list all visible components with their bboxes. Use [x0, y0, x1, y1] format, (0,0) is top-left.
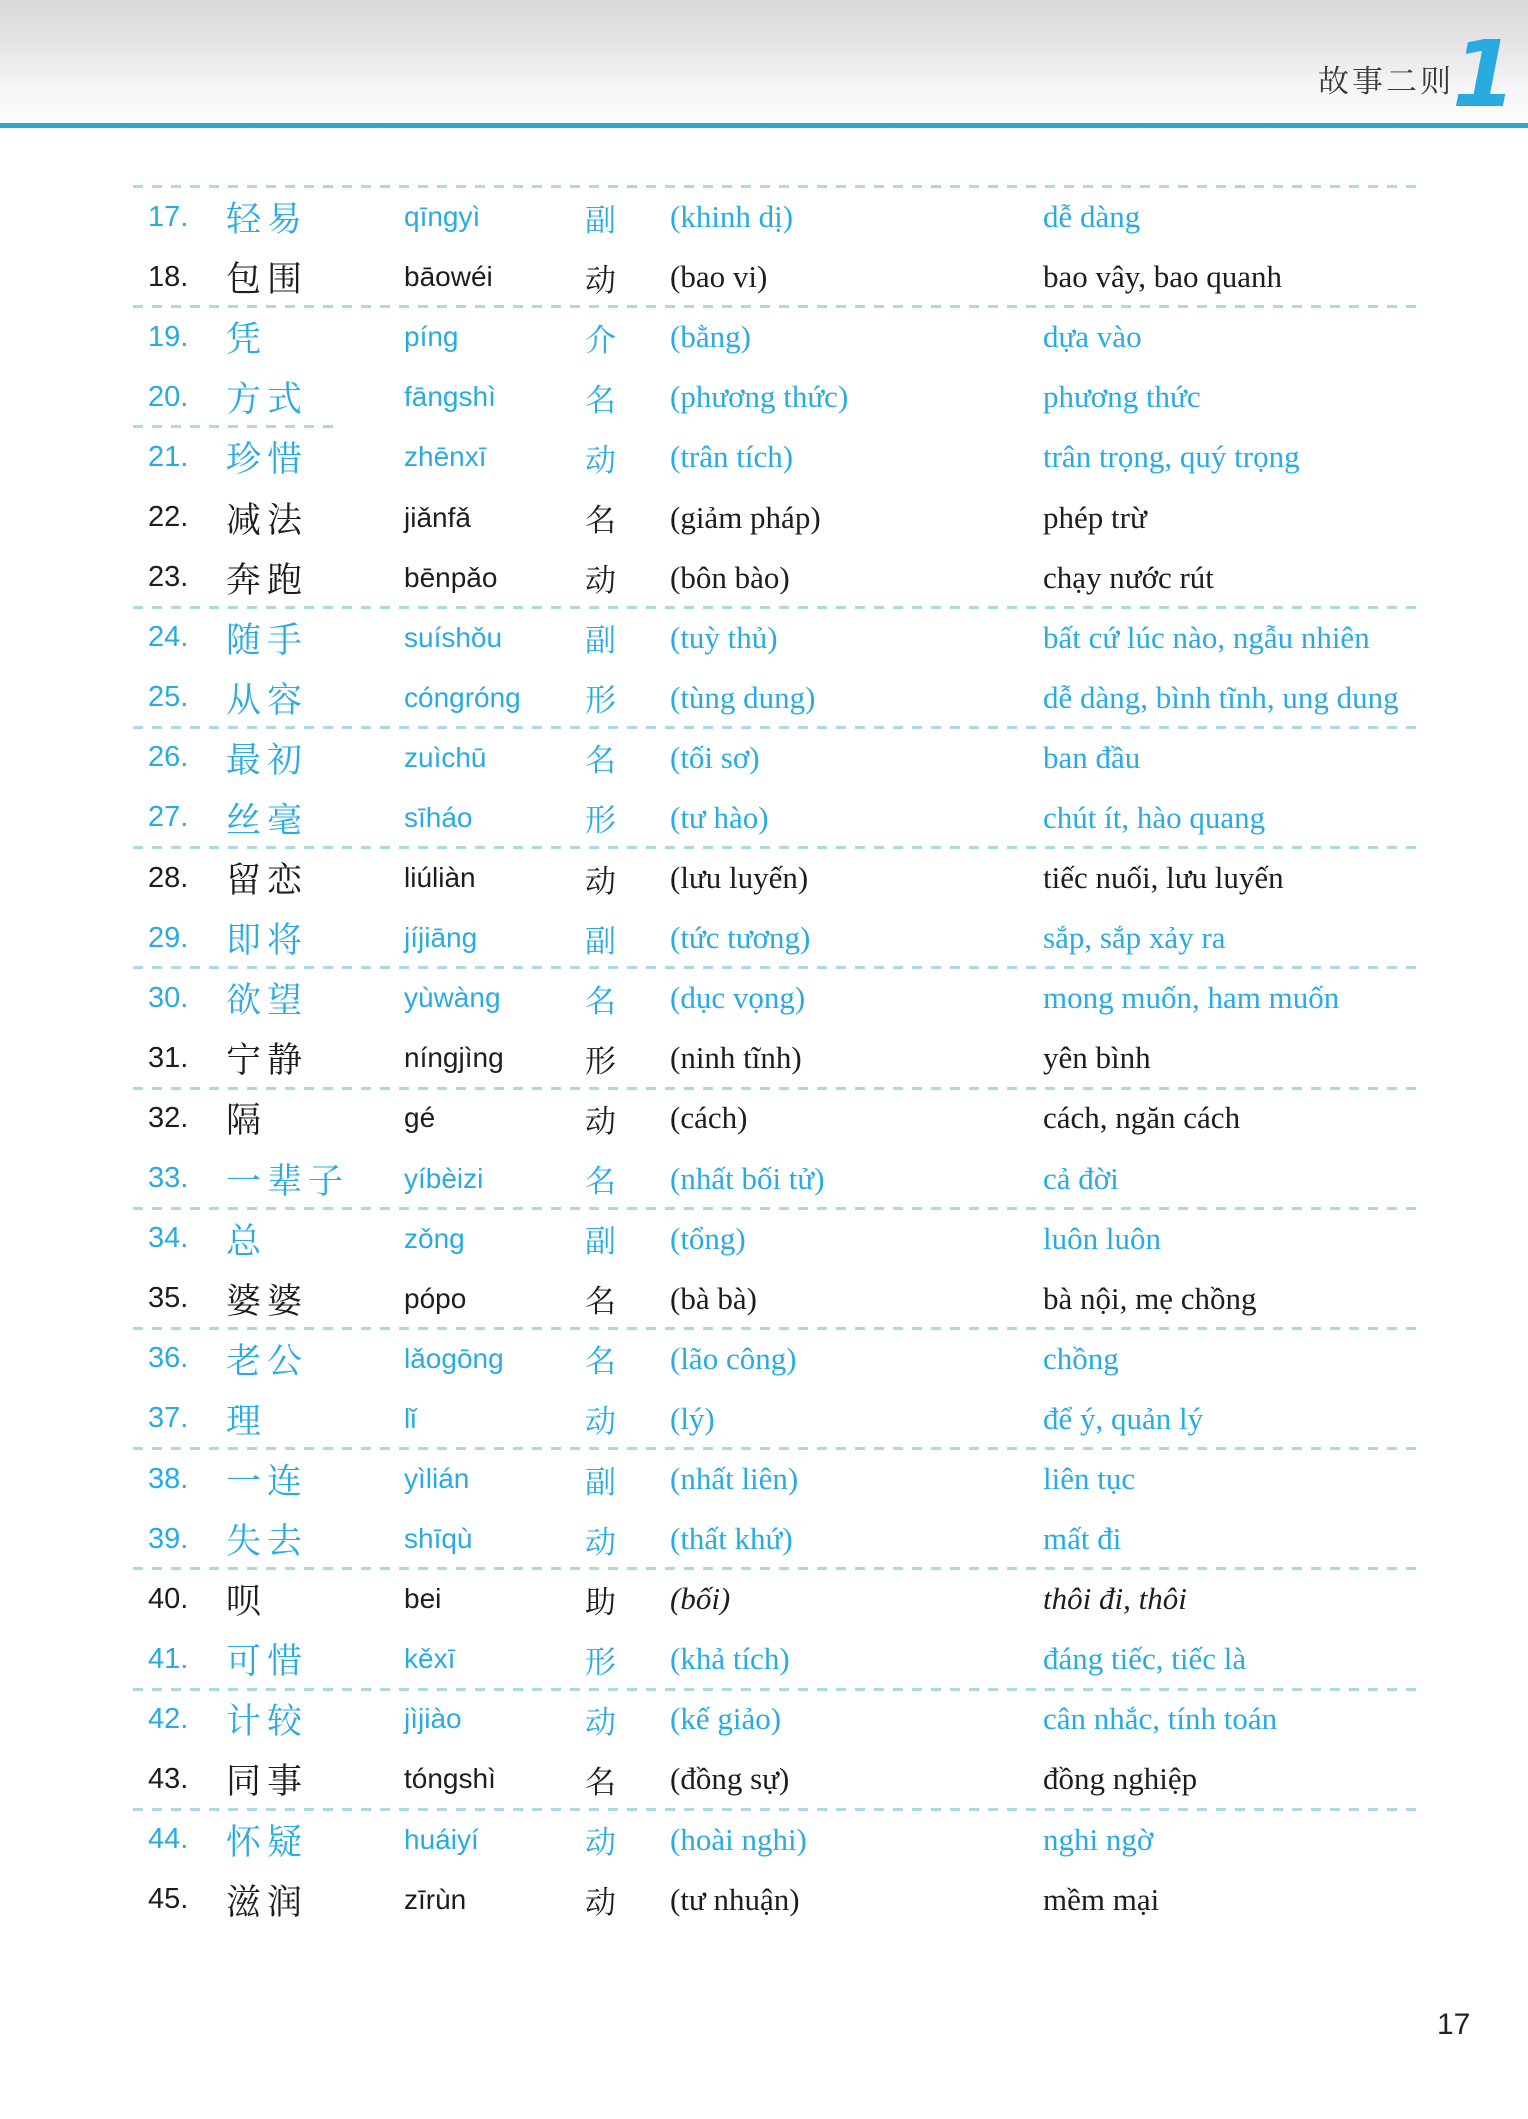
- entry-part-of-speech: 介: [585, 322, 616, 359]
- entry-meaning: nghi ngờ: [1043, 1821, 1154, 1857]
- entry-pinyin: pópo: [404, 1282, 467, 1314]
- vocab-row: [0, 1689, 1528, 1749]
- entry-meaning: bất cứ lúc nào, ngẫu nhiên: [1043, 619, 1370, 655]
- vocab-row: [0, 1870, 1528, 1930]
- entry-part-of-speech: 名: [585, 1164, 616, 1201]
- entry-part-of-speech: 形: [585, 683, 616, 720]
- entry-part-of-speech: 名: [585, 743, 616, 780]
- entry-hanzi: 即将: [226, 921, 309, 962]
- entry-number: 41.: [148, 1642, 189, 1675]
- entry-hanzi: 方式: [226, 380, 309, 421]
- entry-hanzi: 计较: [226, 1702, 309, 1743]
- entry-hanzi: 老公: [226, 1341, 309, 1382]
- entry-pinyin: lǎogōng: [404, 1342, 504, 1374]
- vocab-row: [0, 1149, 1528, 1209]
- entry-meaning: mong muốn, ham muốn: [1043, 980, 1340, 1016]
- entry-meaning: cân nhắc, tính toán: [1043, 1701, 1278, 1737]
- entry-sino-viet-reading: (tùng dung): [670, 679, 816, 715]
- entry-meaning: mất đi: [1043, 1521, 1122, 1557]
- entry-sino-viet-reading: (trân tích): [670, 439, 794, 475]
- entry-hanzi: 珍惜: [226, 440, 309, 481]
- vocab-row: [0, 608, 1528, 668]
- entry-pinyin: yùwàng: [404, 982, 501, 1014]
- entry-sino-viet-reading: (lão công): [670, 1340, 797, 1376]
- vocab-row: [0, 367, 1528, 427]
- entry-sino-viet-reading: (tổng): [670, 1220, 746, 1256]
- entry-pinyin: lǐ: [404, 1402, 417, 1434]
- chapter-title: 故事二则: [1318, 64, 1454, 99]
- entry-number: 27.: [148, 801, 189, 834]
- entry-sino-viet-reading: (bôn bào): [670, 559, 790, 595]
- entry-number: 30.: [148, 981, 189, 1014]
- entry-part-of-speech: 名: [585, 503, 616, 540]
- page-number: 17: [1437, 2008, 1471, 2041]
- vocab-row: [0, 187, 1528, 247]
- entry-hanzi: 一辈子: [226, 1161, 350, 1202]
- entry-part-of-speech: 动: [585, 1404, 616, 1441]
- entry-hanzi: 包围: [226, 260, 309, 301]
- entry-sino-viet-reading: (khinh dị): [670, 199, 794, 235]
- entry-pinyin: tóngshì: [404, 1763, 496, 1795]
- entry-part-of-speech: 副: [585, 202, 616, 239]
- vocab-row: [0, 848, 1528, 908]
- entry-pinyin: bāowéi: [404, 261, 493, 293]
- entry-pinyin: jìjiào: [404, 1703, 462, 1735]
- entry-part-of-speech: 形: [585, 803, 616, 840]
- entry-part-of-speech: 副: [585, 923, 616, 960]
- entry-hanzi: 总: [226, 1221, 268, 1262]
- entry-number: 37.: [148, 1402, 189, 1435]
- entry-sino-viet-reading: (phương thức): [670, 379, 849, 415]
- vocab-row: [0, 1509, 1528, 1569]
- entry-hanzi: 留恋: [226, 861, 309, 902]
- entry-sino-viet-reading: (thất khứ): [670, 1521, 793, 1557]
- vocab-row: [0, 1569, 1528, 1629]
- entry-number: 31.: [148, 1041, 189, 1074]
- entry-number: 28.: [148, 861, 189, 894]
- entry-sino-viet-reading: (bà bà): [670, 1280, 757, 1316]
- entry-pinyin: zhēnxī: [404, 441, 487, 473]
- entry-meaning: dựa vào: [1043, 319, 1142, 355]
- vocab-row: [0, 1088, 1528, 1148]
- entry-pinyin: yíbèizi: [404, 1162, 484, 1194]
- entry-hanzi: 奔跑: [226, 560, 309, 601]
- entry-number: 44.: [148, 1823, 189, 1856]
- entry-meaning: bà nội, mẹ chồng: [1043, 1280, 1257, 1316]
- entry-meaning: ban đầu: [1043, 739, 1141, 775]
- entry-part-of-speech: 名: [585, 1764, 616, 1801]
- entry-pinyin: kěxī: [404, 1643, 456, 1675]
- entry-number: 38.: [148, 1462, 189, 1495]
- entry-part-of-speech: 副: [585, 623, 616, 660]
- entry-pinyin: liúliàn: [404, 862, 476, 894]
- entry-part-of-speech: 副: [585, 1224, 616, 1261]
- entry-number: 39.: [148, 1522, 189, 1555]
- entry-number: 45.: [148, 1883, 189, 1916]
- entry-part-of-speech: 副: [585, 1464, 616, 1501]
- page-header: [0, 0, 1528, 128]
- vocab-row: [0, 968, 1528, 1028]
- vocab-row: [0, 487, 1528, 547]
- vocabulary-list: [0, 187, 1528, 1930]
- entry-sino-viet-reading: (tư nhuận): [670, 1881, 800, 1917]
- entry-hanzi: 减法: [226, 500, 309, 541]
- entry-hanzi: 欲望: [226, 981, 309, 1022]
- entry-number: 20.: [148, 380, 189, 413]
- entry-hanzi: 宁静: [226, 1041, 309, 1082]
- entry-sino-viet-reading: (giảm pháp): [670, 499, 821, 535]
- vocab-row: [0, 908, 1528, 968]
- entry-hanzi: 一连: [226, 1462, 309, 1503]
- entry-hanzi: 丝毫: [226, 800, 309, 841]
- entry-number: 25.: [148, 681, 189, 714]
- entry-sino-viet-reading: (tối sơ): [670, 739, 760, 775]
- entry-number: 40.: [148, 1582, 189, 1615]
- entry-sino-viet-reading: (tư hào): [670, 799, 769, 835]
- entry-pinyin: jiǎnfǎ: [404, 501, 471, 533]
- entry-hanzi: 同事: [226, 1762, 309, 1803]
- vocab-row: [0, 1269, 1528, 1329]
- entry-pinyin: cóngróng: [404, 681, 521, 713]
- entry-pinyin: zuìchū: [404, 741, 487, 773]
- entry-pinyin: suíshǒu: [404, 621, 503, 653]
- entry-hanzi: 可惜: [226, 1642, 309, 1683]
- entry-pinyin: qīngyì: [404, 201, 481, 233]
- entry-meaning: cả đời: [1043, 1160, 1119, 1196]
- entry-meaning: dễ dàng: [1043, 199, 1141, 235]
- chapter-number-badge: 1: [1451, 21, 1516, 128]
- entry-pinyin: shīqù: [404, 1523, 473, 1555]
- entry-number: 35.: [148, 1282, 189, 1315]
- entry-part-of-speech: 动: [585, 442, 616, 479]
- entry-part-of-speech: 助: [585, 1584, 616, 1621]
- entry-meaning: yên bình: [1043, 1040, 1151, 1076]
- vocab-row: [0, 1749, 1528, 1809]
- entry-part-of-speech: 名: [585, 1344, 616, 1381]
- entry-sino-viet-reading: (cách): [670, 1100, 748, 1136]
- entry-sino-viet-reading: (nhất bối tử): [670, 1160, 825, 1196]
- entry-meaning: luôn luôn: [1043, 1220, 1161, 1256]
- entry-meaning: phương thức: [1043, 379, 1201, 415]
- vocab-row: [0, 548, 1528, 608]
- entry-sino-viet-reading: (bằng): [670, 319, 751, 355]
- entry-sino-viet-reading: (bao vi): [670, 259, 768, 295]
- entry-pinyin: píng: [404, 321, 459, 353]
- entry-part-of-speech: 动: [585, 1524, 616, 1561]
- entry-meaning: sắp, sắp xảy ra: [1043, 920, 1226, 956]
- entry-pinyin: sīháo: [404, 801, 473, 833]
- entry-hanzi: 从容: [226, 680, 309, 721]
- vocab-row: [0, 1028, 1528, 1088]
- entry-meaning: phép trừ: [1043, 499, 1147, 535]
- entry-hanzi: 怀疑: [226, 1822, 309, 1863]
- entry-sino-viet-reading: (tuỳ thủ): [670, 619, 778, 655]
- entry-part-of-speech: 名: [585, 983, 616, 1020]
- entry-hanzi: 轻易: [226, 200, 309, 241]
- entry-pinyin: jíjiāng: [404, 922, 478, 954]
- entry-number: 36.: [148, 1342, 189, 1375]
- entry-part-of-speech: 形: [585, 1043, 616, 1080]
- vocab-row: [0, 1209, 1528, 1269]
- entry-part-of-speech: 动: [585, 1704, 616, 1741]
- entry-part-of-speech: 动: [585, 563, 616, 600]
- entry-meaning: cách, ngăn cách: [1043, 1100, 1241, 1136]
- entry-pinyin: huáiyí: [404, 1823, 479, 1855]
- vocab-row: [0, 1629, 1528, 1689]
- vocab-row: [0, 307, 1528, 367]
- entry-part-of-speech: 动: [585, 1825, 616, 1862]
- entry-meaning: tiếc nuối, lưu luyến: [1043, 860, 1284, 896]
- vocab-row: [0, 728, 1528, 788]
- entry-number: 33.: [148, 1162, 189, 1195]
- entry-sino-viet-reading: (đồng sự): [670, 1761, 790, 1797]
- entry-part-of-speech: 动: [585, 262, 616, 299]
- entry-number: 29.: [148, 921, 189, 954]
- entry-pinyin: zǒng: [404, 1222, 465, 1254]
- entry-hanzi: 理: [226, 1401, 268, 1442]
- entry-sino-viet-reading: (bối): [670, 1581, 731, 1617]
- entry-hanzi: 最初: [226, 740, 309, 781]
- entry-hanzi: 隔: [226, 1101, 268, 1142]
- entry-sino-viet-reading: (lý): [670, 1400, 715, 1436]
- entry-sino-viet-reading: (dục vọng): [670, 980, 806, 1016]
- entry-part-of-speech: 名: [585, 1284, 616, 1321]
- vocab-row: [0, 1449, 1528, 1509]
- entry-number: 18.: [148, 260, 189, 293]
- entry-sino-viet-reading: (kế giảo): [670, 1701, 782, 1737]
- entry-meaning: đáng tiếc, tiếc là: [1043, 1641, 1247, 1677]
- entry-part-of-speech: 动: [585, 863, 616, 900]
- entry-part-of-speech: 动: [585, 1103, 616, 1140]
- entry-meaning: chút ít, hào quang: [1043, 799, 1266, 835]
- vocab-row: [0, 1389, 1528, 1449]
- entry-pinyin: níngjìng: [404, 1042, 504, 1074]
- entry-number: 26.: [148, 741, 189, 774]
- entry-meaning: để ý, quản lý: [1043, 1400, 1204, 1436]
- entry-meaning: đồng nghiệp: [1043, 1761, 1198, 1797]
- entry-number: 24.: [148, 621, 189, 654]
- vocab-row: [0, 1810, 1528, 1870]
- entry-part-of-speech: 动: [585, 1885, 616, 1922]
- entry-pinyin: zīrùn: [404, 1883, 467, 1915]
- entry-hanzi: 滋润: [226, 1882, 309, 1923]
- entry-pinyin: yìlián: [404, 1463, 470, 1495]
- entry-number: 17.: [148, 200, 189, 233]
- entry-number: 43.: [148, 1762, 189, 1795]
- entry-hanzi: 凭: [226, 320, 268, 361]
- entry-meaning: liên tục: [1043, 1461, 1136, 1497]
- entry-meaning: chạy nước rút: [1043, 559, 1214, 595]
- vocab-row: [0, 427, 1528, 487]
- entry-sino-viet-reading: (lưu luyến): [670, 860, 809, 896]
- entry-sino-viet-reading: (nhất liên): [670, 1461, 799, 1497]
- entry-number: 21.: [148, 440, 189, 473]
- entry-part-of-speech: 形: [585, 1644, 616, 1681]
- entry-hanzi: 失去: [226, 1522, 309, 1563]
- entry-pinyin: bei: [404, 1583, 442, 1615]
- entry-hanzi: 呗: [226, 1582, 268, 1623]
- entry-number: 32.: [148, 1101, 189, 1134]
- entry-meaning: trân trọng, quý trọng: [1043, 439, 1300, 475]
- entry-part-of-speech: 名: [585, 382, 616, 419]
- entry-number: 19.: [148, 320, 189, 353]
- entry-sino-viet-reading: (hoài nghi): [670, 1821, 807, 1857]
- vocab-row: [0, 668, 1528, 728]
- entry-pinyin: fāngshì: [404, 381, 496, 413]
- entry-number: 42.: [148, 1702, 189, 1735]
- entry-meaning: dễ dàng, bình tĩnh, ung dung: [1043, 679, 1399, 715]
- vocab-row: [0, 788, 1528, 848]
- entry-sino-viet-reading: (tức tương): [670, 920, 811, 956]
- entry-sino-viet-reading: (khả tích): [670, 1641, 790, 1677]
- entry-pinyin: gé: [404, 1102, 436, 1134]
- vocab-row: [0, 247, 1528, 307]
- entry-meaning: chồng: [1043, 1340, 1119, 1376]
- entry-meaning: mềm mại: [1043, 1881, 1160, 1917]
- entry-pinyin: bēnpǎo: [404, 561, 498, 593]
- entry-number: 34.: [148, 1222, 189, 1255]
- vocab-row: [0, 1329, 1528, 1389]
- entry-hanzi: 婆婆: [226, 1281, 309, 1322]
- entry-number: 22.: [148, 501, 189, 534]
- entry-meaning: bao vây, bao quanh: [1043, 259, 1283, 295]
- entry-sino-viet-reading: (ninh tĩnh): [670, 1040, 802, 1076]
- entry-number: 23.: [148, 561, 189, 594]
- entry-hanzi: 随手: [226, 620, 309, 661]
- entry-meaning: thôi đi, thôi: [1043, 1581, 1187, 1617]
